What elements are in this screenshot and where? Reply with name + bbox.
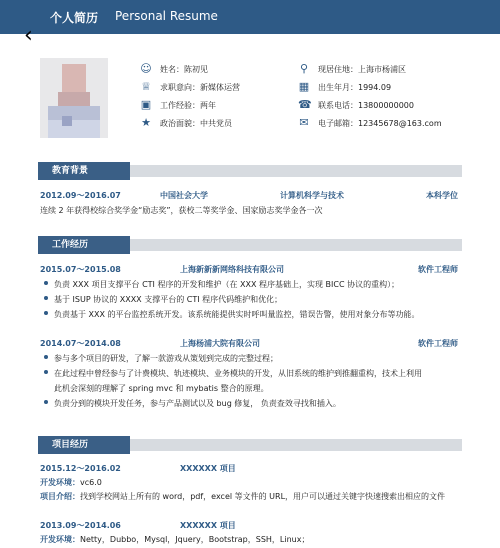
section-bar — [130, 439, 462, 451]
edu-date: 2012.09～2016.07 — [40, 191, 121, 200]
section-title: 工作经历 — [38, 236, 130, 254]
section-bar — [130, 239, 462, 251]
back-arrow-icon[interactable]: ‹ — [24, 23, 33, 48]
section-projects — [38, 436, 462, 454]
medal-icon: ♕ — [141, 80, 151, 93]
job1-role: 软件工程师 — [418, 265, 458, 274]
section-title: 项目经历 — [38, 436, 130, 454]
title-en: Personal Resume — [115, 9, 218, 23]
job1-company: 上海新新新网络科技有限公司 — [180, 265, 284, 274]
proj1-date: 2015.12～2016.02 — [40, 464, 121, 473]
job2-company: 上海杨浦大院有限公司 — [180, 339, 260, 348]
profile-photo — [40, 58, 108, 138]
proj1-name: XXXXXX 项目 — [180, 464, 236, 473]
section-education — [38, 162, 462, 180]
proj2-env: 开发环境：Netty，Dubbo，Mysql，Jquery，Bootstrap，SSH，Linux； — [40, 535, 310, 544]
section-title: 教育背景 — [38, 162, 130, 180]
resume-header — [0, 0, 500, 34]
proj2-date: 2013.09～2014.06 — [40, 521, 121, 530]
edu-school: 中国社会大学 — [160, 191, 208, 200]
phone-icon: ☎ — [298, 98, 312, 111]
location-pin-icon: ⚲ — [299, 62, 309, 75]
proj2-name: XXXXXX 项目 — [180, 521, 236, 530]
calendar-icon: ▦ — [298, 80, 310, 93]
proj1-env: 开发环境：vc6.0 — [40, 478, 102, 487]
edu-degree: 本科学位 — [426, 191, 458, 200]
edu-desc: 连续 2 年获得校综合奖学金“励志奖”，获校二等奖学金、国家励志奖学金各一次 — [40, 206, 323, 215]
proj1-intro: 项目介绍：找到学校网站上所有的 word，pdf，excel 等文件的 URL，用户可以通过关键字快速搜索出相应的文件 — [40, 492, 446, 501]
job1-date: 2015.07～2015.08 — [40, 265, 121, 274]
title-cn: 个人简历 — [50, 11, 99, 25]
briefcase-icon: ▣ — [140, 98, 152, 111]
star-icon: ★ — [141, 116, 151, 129]
section-bar — [130, 165, 462, 177]
mail-icon: ✉ — [299, 116, 309, 129]
edu-major: 计算机科学与技术 — [280, 191, 344, 200]
section-work — [38, 236, 462, 254]
job2-date: 2014.07～2014.08 — [40, 339, 121, 348]
person-icon: ☺ — [140, 62, 152, 75]
job2-role: 软件工程师 — [418, 339, 458, 348]
